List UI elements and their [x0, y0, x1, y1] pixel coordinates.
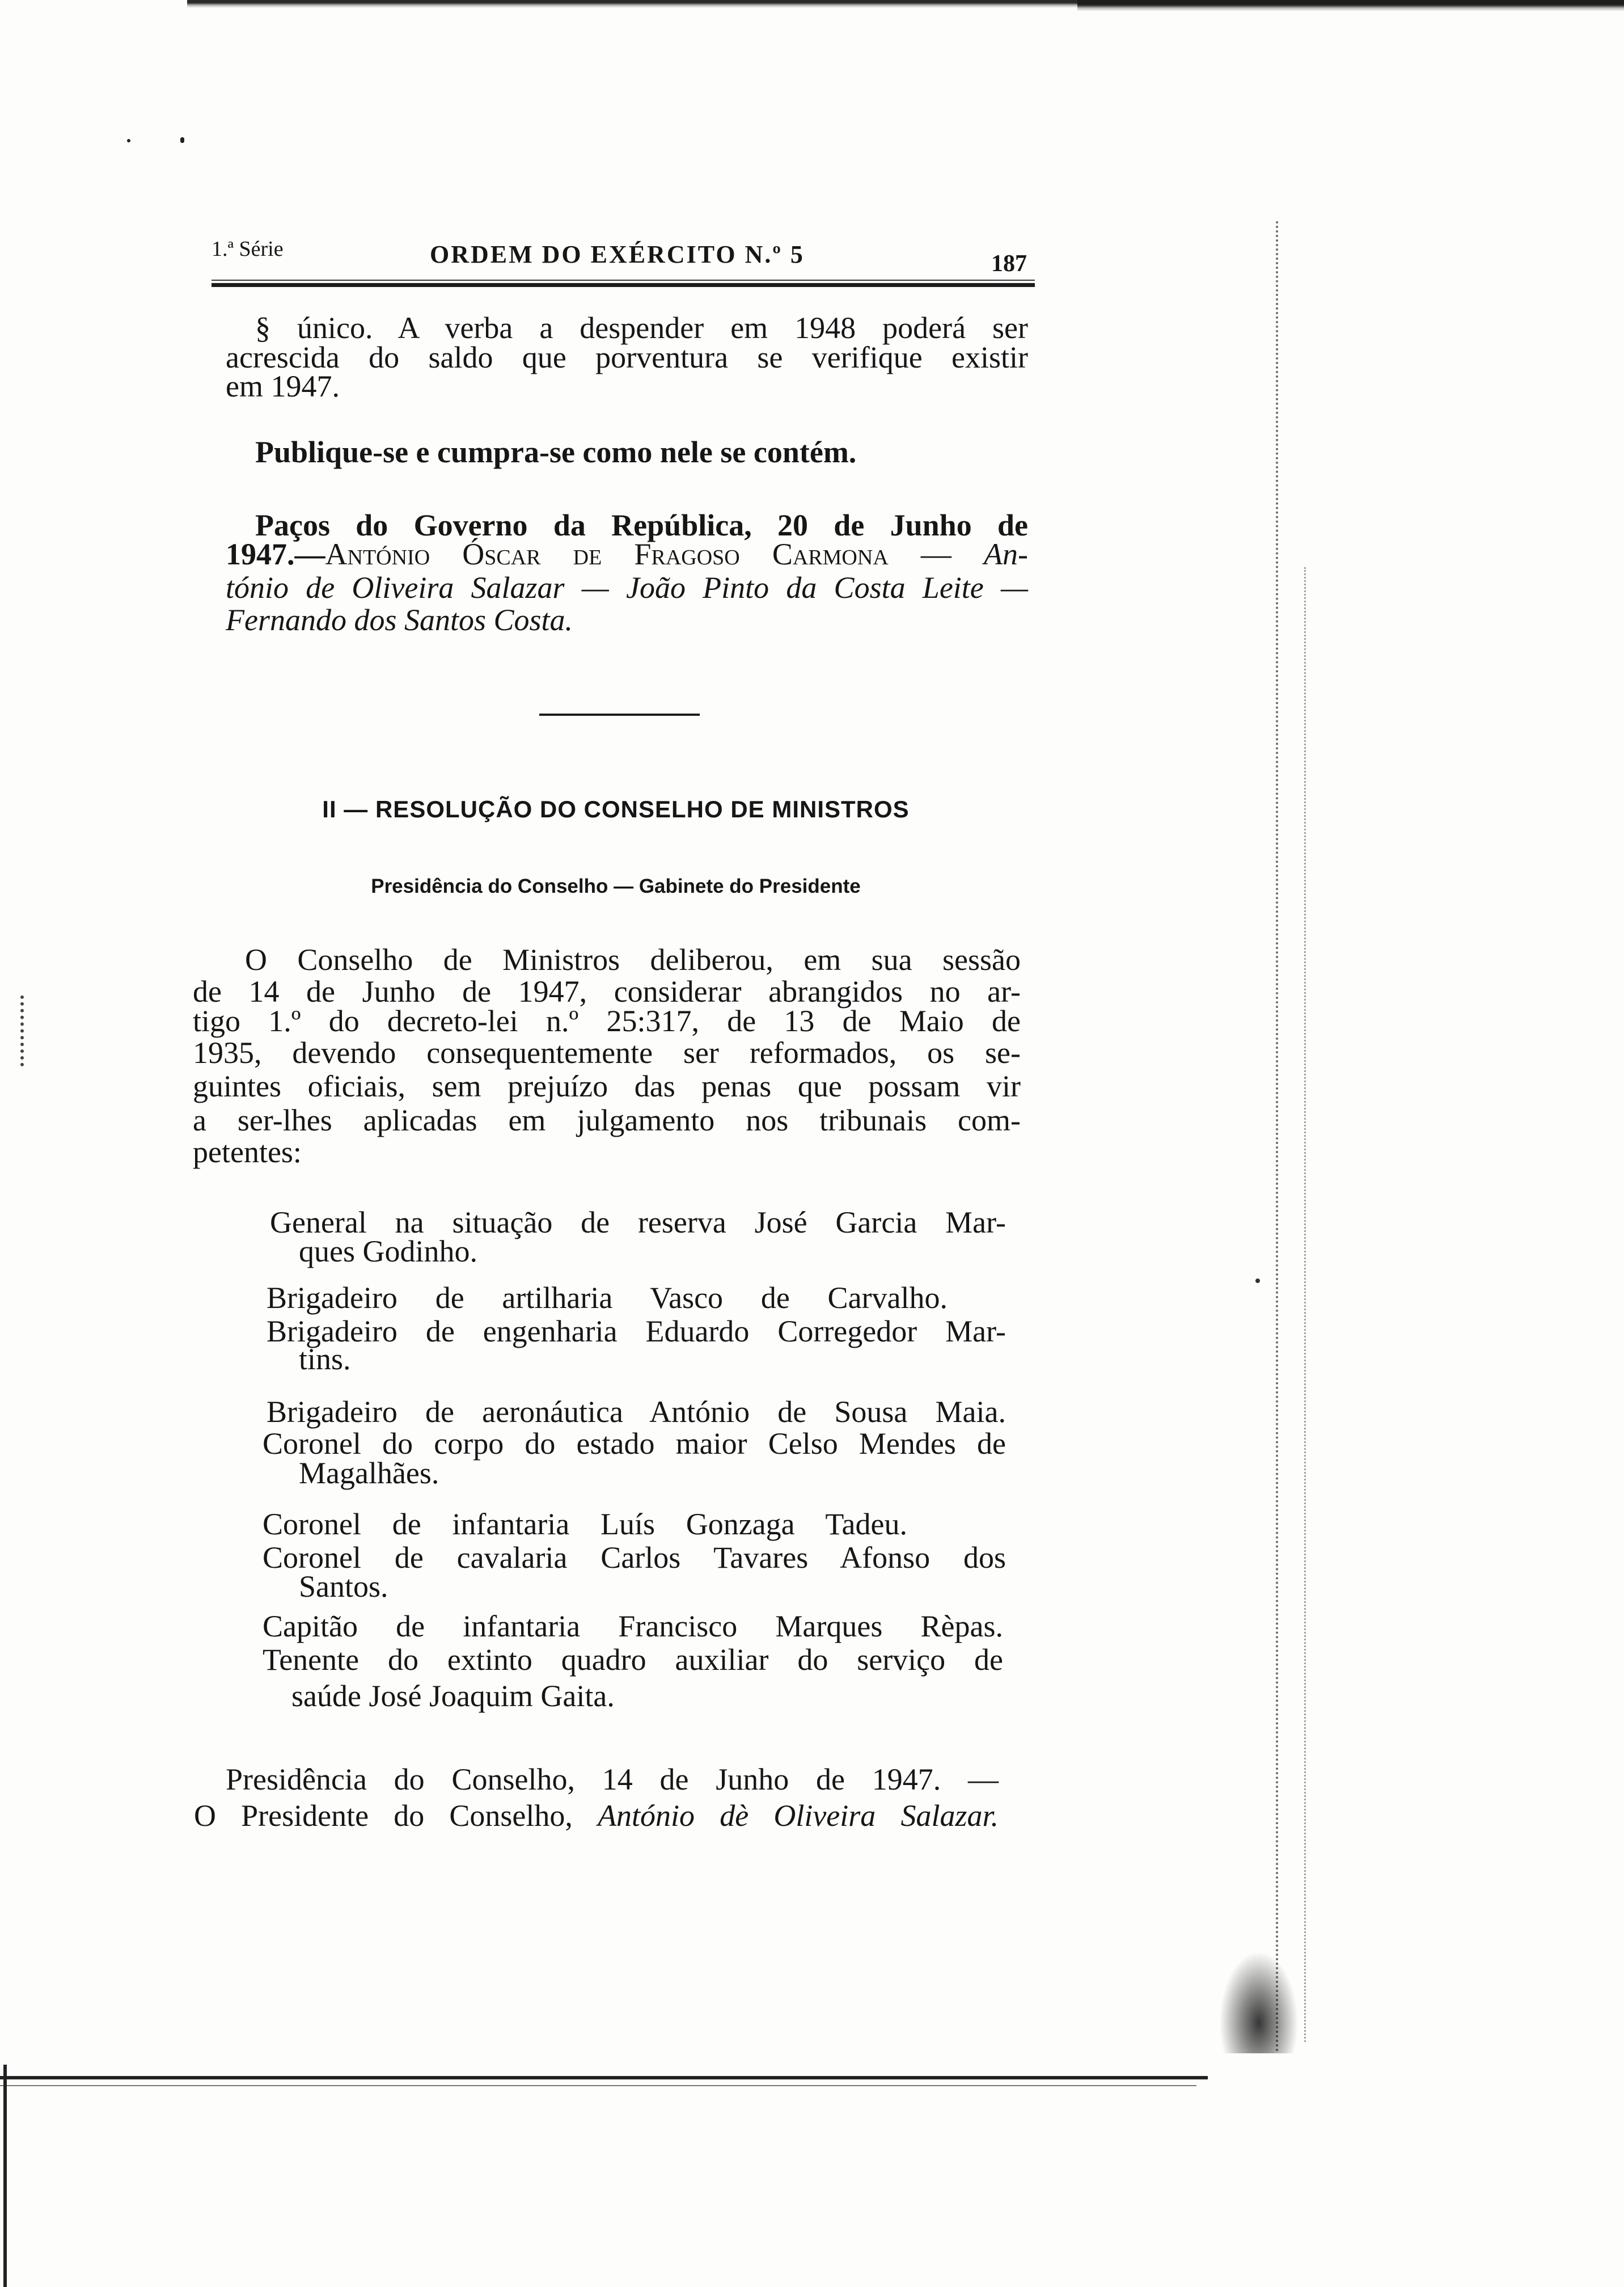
list-item-line: Tenente do extinto quadro auxiliar do serviço de [263, 1643, 1003, 1677]
spine-smudge [1219, 1951, 1299, 2053]
header-rule [212, 280, 1035, 281]
body-line: guintes oficiais, sem prejuízo das penas que possam vir [193, 1069, 1021, 1103]
paragraph-line: acrescida do saldo que porventura se verifique existir [226, 340, 1028, 374]
scan-edge-top-dark [1077, 0, 1624, 11]
binding-marks-faint [1304, 567, 1306, 2042]
scan-edge-bottom [0, 2076, 1208, 2079]
series-label: 1.ª Série [212, 237, 284, 261]
page-number: 187 [991, 251, 1027, 277]
list-item-line: Magalhães. [299, 1456, 439, 1490]
closing-line: Presidência do Conselho, 14 de Junho de 1947. — [226, 1762, 999, 1796]
signature-line: tónio de Oliveira Salazar — João Pinto da Costa Leite — [226, 571, 1028, 605]
section-divider [539, 714, 700, 716]
list-item-line: Coronel de cavalaria Carlos Tavares Afonso dos [263, 1541, 1006, 1575]
signatory-title: O Presidente do Conselho, [194, 1799, 573, 1833]
list-item-line: Brigadeiro de aeronáutica António de Sousa Maia. [267, 1395, 1006, 1429]
body-line: a ser-lhes aplicadas em julgamento nos tribunais com- [193, 1103, 1021, 1137]
signatory-name: An- [984, 537, 1029, 571]
body-line: petentes: [193, 1135, 302, 1169]
scan-speck [127, 139, 130, 142]
scan-edge-left [3, 2065, 7, 2287]
publication-order: Publique-se e cumpra-se como nele se contém. [255, 435, 857, 469]
paragraph-line: em 1947. [226, 369, 340, 403]
list-item-line: saúde José Joaquim Gaita. [291, 1679, 615, 1713]
list-item-line: Brigadeiro de artilharia Vasco de Carvalho. [267, 1281, 948, 1315]
scan-speck [1255, 1278, 1260, 1283]
binding-marks [1276, 221, 1278, 2053]
body-line: tigo 1.º do decreto-lei n.º 25:317, de 13 de Maio de [193, 1004, 1021, 1038]
list-item-line: tins. [299, 1342, 351, 1376]
issuing-body: Presidência do Conselho — Gabinete do Presidente [371, 875, 861, 897]
scan-edge-bottom-thin [0, 2085, 1196, 2086]
list-item-line: Coronel de infantaria Luís Gonzaga Tadeu. [263, 1507, 907, 1541]
list-item-line: Coronel do corpo do estado maior Celso Mendes de [263, 1427, 1006, 1461]
body-line: O Conselho de Ministros deliberou, em sua sessão [245, 943, 1021, 977]
scan-speck [180, 137, 184, 143]
list-item-line: Santos. [299, 1569, 388, 1604]
list-item-line: Capitão de infantaria Francisco Marques Rèpas. [263, 1609, 1003, 1643]
signature-separator: — [920, 537, 951, 571]
section-heading: II — RESOLUÇÃO DO CONSELHO DE MINISTROS [322, 796, 910, 822]
header-rule [212, 283, 1035, 287]
signature-line [226, 538, 1028, 571]
signature-date: 1947.— [226, 537, 325, 571]
signature-line: Paços do Governo da República, 20 de Junho de [255, 508, 1028, 542]
body-line: de 14 de Junho de 1947, considerar abrangidos no ar- [193, 974, 1021, 1009]
paragraph-line: § único. A verba a despender em 1948 poderá ser [255, 311, 1028, 345]
list-item-line: General na situação de reserva José Garcia Mar- [270, 1205, 1006, 1239]
signatory-name: António Óscar de Fragoso Carmona [325, 537, 889, 571]
scan-left-marks [20, 995, 24, 1066]
list-item-line: ques Godinho. [299, 1234, 477, 1268]
body-line: 1935, devendo consequentemente ser reformados, os se- [193, 1036, 1021, 1070]
list-item-line: Brigadeiro de engenharia Eduardo Corregedor Mar- [267, 1314, 1006, 1348]
signature-line: Fernando dos Santos Costa. [226, 603, 573, 637]
closing-line [194, 1799, 999, 1832]
publication-title: ORDEM DO EXÉRCITO N.º 5 [430, 240, 805, 268]
signatory-name: António dè Oliveira Salazar. [598, 1799, 999, 1833]
